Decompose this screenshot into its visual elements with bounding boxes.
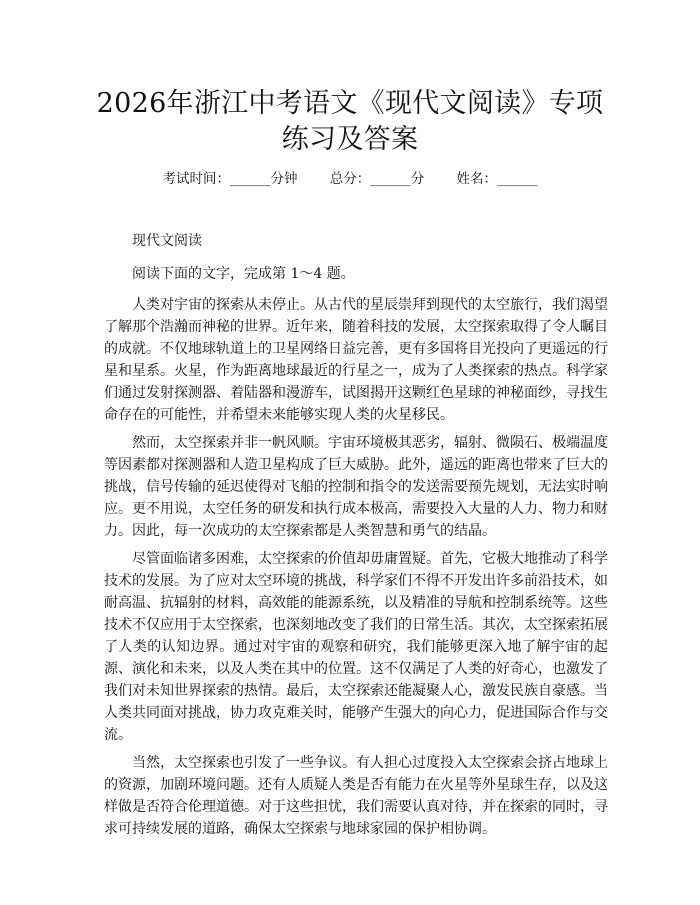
total-score-field: 总分：______分 — [329, 171, 425, 187]
passage-paragraph-3: 尽管面临诸多困难，太空探索的价值却毋庸置疑。首先，它极大地推动了科学技术的发展。为了应对太空环境的挑战，科学家们不得不开发出许多前沿技术，如耐高温、抗辐射的材料，高效能的能源系统，以及精准的导航和控制系统等。这些技术不仅应用于太空探索，也深刻地改变了我们的日常生活。其次，太空探索拓展了人类的认知边界。通过对宇宙的观察和研究，我们能够更深入地了解宇宙的起源、演化和未来，以及人类在其中的位置。这不仅满足了人类的好奇心，也激发了我们对未知世界探索的热情。最后，太空探索还能凝聚人心，激发民族自豪感。当人类共同面对挑战，协力攻克难关时，能够产生强大的向心力，促进国际合作与交流。 — [104, 551, 608, 743]
reading-passage — [104, 294, 608, 846]
section-label: 现代文阅读 — [132, 233, 202, 249]
passage-paragraph-2: 然而，太空探索并非一帆风顺。宇宙环境极其恶劣，辐射、微陨石、极端温度等因素都对探测器和人造卫星构成了巨大威胁。此外，遥远的距离也带来了巨大的挑战，信号传输的延迟使得对飞船的控制和指令的发送需要预先规划，无法实时响应。更不用说，太空任务的研发和执行成本极高，需要投入大量的人力、物力和财力。因此，每一次成功的太空探索都是人类智慧和勇气的结晶。 — [104, 435, 608, 539]
passage-paragraph-1: 人类对宇宙的探索从未停止。从古代的星辰崇拜到现代的太空旅行，我们渴望了解那个浩瀚而神秘的世界。近年来，随着科技的发展，太空探索取得了令人瞩目的成就。不仅地球轨道上的卫星网络日益完善，更有多国将目光投向了更遥远的行星和星系。火星，作为距离地球最近的行星之一，成为了人类探索的热点。科学家们通过发射探测器、着陆器和漫游车，试图揭开这颗红色星球的神秘面纱，寻找生命存在的可能性，并希望未来能够实现人类的火星移民。 — [104, 297, 608, 423]
reading-instruction: 阅读下面的文字，完成第 1～4 题。 — [132, 266, 355, 282]
exam-time-field: 考试时间：______分钟 — [162, 171, 298, 187]
student-name-field: 姓名：______ — [456, 171, 538, 187]
document-title: 2026年浙江中考语文《现代文阅读》专项练习及答案 — [96, 88, 604, 155]
passage-paragraph-4: 当然，太空探索也引发了一些争议。有人担心过度投入太空探索会挤占地球上的资源，加剧环境问题。还有人质疑人类是否有能力在火星等外星球生存，以及这样做是否符合伦理道德。对于这些担忧，我们需要认真对待，并在探索的同时，寻求可持续发展的道路，确保太空探索与地球家园的保护相协调。 — [104, 755, 608, 837]
exam-info-line — [100, 170, 600, 188]
